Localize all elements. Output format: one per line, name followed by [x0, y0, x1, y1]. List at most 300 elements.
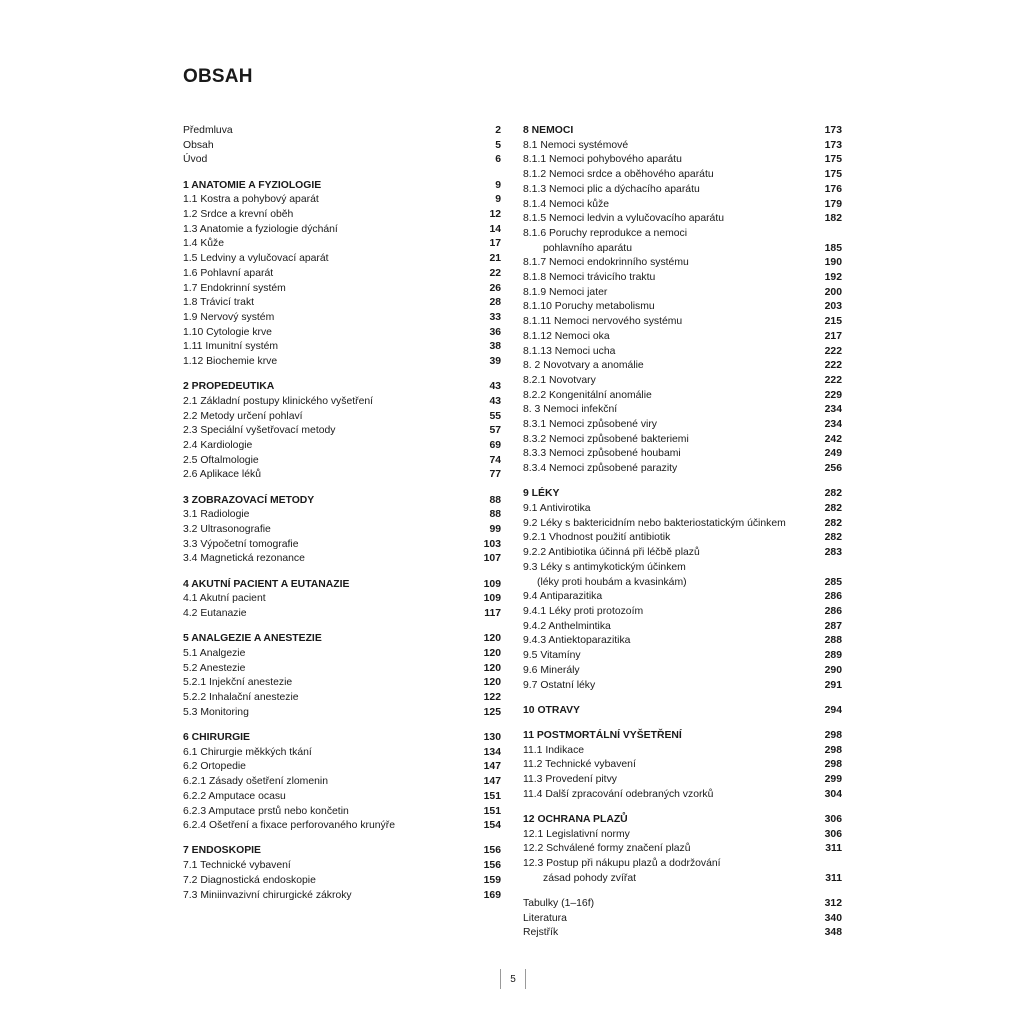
- toc-entry-label: 11.4 Další zpracování odebraných vzorků: [523, 788, 714, 800]
- toc-entry[interactable]: [523, 926, 842, 941]
- toc-entry[interactable]: [183, 691, 501, 706]
- toc-chapter-heading[interactable]: [523, 813, 842, 828]
- toc-entry-page: 217: [824, 330, 842, 342]
- toc-entry-page: 2: [495, 125, 501, 136]
- toc-entry[interactable]: [523, 744, 842, 759]
- toc-entry-label: Tabulky (1–16f): [523, 897, 595, 909]
- toc-entry-page: 289: [824, 650, 842, 662]
- toc-entry-label: 8 NEMOCI: [523, 125, 574, 136]
- toc-entry[interactable]: [523, 300, 842, 315]
- toc-entry-page: 203: [824, 301, 842, 313]
- page-title: OBSAH: [183, 66, 253, 87]
- toc-entry-label: 5.2.2 Inhalační anestezie: [183, 692, 299, 704]
- toc-entry-label: 9.5 Vitamíny: [523, 650, 581, 662]
- toc-entry[interactable]: [523, 198, 842, 213]
- toc-section: [183, 179, 501, 370]
- toc-entry-label: 4.2 Eutanazie: [183, 608, 247, 620]
- toc-entry[interactable]: [523, 374, 842, 389]
- toc-entry[interactable]: [523, 502, 842, 517]
- toc-entry-page: 282: [824, 517, 842, 529]
- toc-entry[interactable]: [183, 282, 501, 297]
- toc-entry[interactable]: [183, 746, 501, 761]
- toc-entry-page: 298: [824, 759, 842, 771]
- toc-entry[interactable]: [183, 760, 501, 775]
- toc-entry-label: 1.6 Pohlavní aparát: [183, 267, 274, 279]
- toc-entry-label: 8.1.3 Nemoci plic a dýchacího aparátu: [523, 183, 700, 195]
- toc-entry[interactable]: [523, 758, 842, 773]
- toc-entry-page: 109: [483, 578, 501, 590]
- toc-entry-label: 9.2 Léky s baktericidním nebo bakteriostatickým účinkem: [523, 517, 786, 529]
- toc-entry-page: 175: [824, 169, 842, 181]
- toc-entry-page: 288: [824, 635, 842, 647]
- toc-entry-page: 117: [484, 608, 501, 620]
- toc-entry[interactable]: [183, 538, 501, 553]
- toc-entry-page: 156: [483, 845, 501, 857]
- toc-entry-page: 176: [824, 183, 842, 195]
- toc-entry-label: Literatura: [523, 912, 567, 924]
- toc-entry-label: 5.3 Monitoring: [183, 706, 249, 718]
- toc-entry-label: 2.6 Aplikace léků: [183, 469, 261, 481]
- toc-entry-page: 88: [489, 494, 501, 506]
- toc-entry-label: 7.2 Diagnostická endoskopie: [183, 874, 316, 886]
- toc-entry-label: 3.2 Ultrasonografie: [183, 524, 271, 536]
- toc-entry-label: 12.1 Legislativní normy: [523, 828, 630, 840]
- toc-entry-page: 99: [489, 524, 501, 536]
- toc-entry[interactable]: [523, 590, 842, 605]
- toc-entry[interactable]: [183, 454, 501, 469]
- toc-entry[interactable]: [183, 592, 501, 607]
- toc-entry-label: Předmluva: [183, 125, 233, 136]
- toc-entry[interactable]: [523, 345, 842, 360]
- toc-entry-page: 173: [824, 139, 842, 151]
- toc-entry-label: 5.1 Analgezie: [183, 648, 246, 659]
- toc-entry[interactable]: [523, 271, 842, 286]
- toc-entry-label: 1.9 Nervový systém: [183, 311, 275, 323]
- toc-entry-page: 57: [489, 425, 501, 437]
- toc-chapter-heading[interactable]: [523, 704, 842, 719]
- toc-entry-page: 154: [483, 820, 501, 832]
- toc-entry[interactable]: [183, 424, 501, 439]
- toc-entry-page: 290: [824, 664, 842, 676]
- toc-section: [183, 844, 501, 903]
- toc-entry-page: 147: [483, 776, 501, 788]
- toc-entry-label: 11.1 Indikace: [523, 744, 585, 756]
- toc-entry[interactable]: [183, 124, 501, 139]
- toc-chapter-heading[interactable]: [183, 844, 501, 859]
- toc-entry-page: 311: [825, 872, 842, 884]
- toc-entry[interactable]: [523, 842, 842, 857]
- toc-entry-page: 55: [489, 410, 501, 422]
- toc-entry[interactable]: [523, 517, 842, 532]
- toc-entry-page: 103: [483, 538, 501, 550]
- toc-entry[interactable]: [523, 418, 842, 433]
- toc-entry-page: 12: [489, 209, 501, 221]
- toc-chapter-heading[interactable]: [183, 578, 501, 593]
- toc-entry[interactable]: [523, 576, 842, 591]
- toc-entry[interactable]: [183, 805, 501, 820]
- toc-entry-page: 282: [824, 503, 842, 515]
- toc-entry-label: 8.1.7 Nemoci endokrinního systému: [523, 257, 689, 269]
- toc-entry-label: 9.2.2 Antibiotika účinná při léčbě plazů: [523, 547, 700, 559]
- toc-entry-label: 8.1 Nemoci systémové: [523, 139, 629, 151]
- toc-chapter-heading[interactable]: [183, 632, 501, 647]
- toc-entry-label: 11.3 Provedení pitvy: [523, 774, 617, 786]
- toc-entry-label: zásad pohody zvířat: [543, 872, 636, 884]
- toc-entry-label: 6.1 Chirurgie měkkých tkání: [183, 746, 312, 758]
- toc-entry-page: 120: [483, 648, 501, 659]
- toc-entry-label: 6 CHIRURGIE: [183, 732, 250, 744]
- toc-entry[interactable]: [183, 326, 501, 341]
- toc-entry[interactable]: [523, 227, 842, 242]
- toc-entry-page: 311: [825, 843, 842, 855]
- toc-entry-label: 8.1.1 Nemoci pohybového aparátu: [523, 154, 682, 166]
- toc-entry-page: 22: [489, 267, 501, 279]
- toc-entry-label: 1.7 Endokrinní systém: [183, 282, 286, 294]
- toc-entry-label: 1.8 Trávicí trakt: [183, 297, 255, 309]
- toc-entry-page: 33: [489, 311, 501, 323]
- toc-entry-label: pohlavního aparátu: [543, 242, 632, 254]
- toc-entry[interactable]: [183, 395, 501, 410]
- toc-entry-label: 8.1.12 Nemoci oka: [523, 330, 610, 342]
- toc-entry-label: 9.3 Léky s antimykotickým účinkem: [523, 561, 686, 573]
- toc-chapter-heading[interactable]: [523, 124, 842, 139]
- toc-entry[interactable]: [523, 330, 842, 345]
- toc-entry-label: 1.3 Anatomie a fyziologie dýchání: [183, 223, 338, 235]
- toc-entry-label: 2.4 Kardiologie: [183, 440, 253, 452]
- toc-entry[interactable]: [183, 153, 501, 168]
- toc-entry[interactable]: [523, 649, 842, 664]
- toc-entry-label: 8. 3 Nemoci infekční: [523, 404, 618, 416]
- toc-entry[interactable]: [183, 237, 501, 252]
- toc-entry-page: 120: [483, 662, 501, 674]
- toc-entry-label: 3 ZOBRAZOVACÍ METODY: [183, 494, 315, 506]
- toc-entry-label: 1.2 Srdce a krevní oběh: [183, 209, 294, 221]
- toc-entry-label: 1.12 Biochemie krve: [183, 356, 278, 368]
- toc-entry[interactable]: [183, 859, 501, 874]
- toc-entry-page: 215: [824, 316, 842, 328]
- toc-entry-page: 222: [824, 360, 842, 372]
- toc-entry-page: 306: [824, 813, 842, 825]
- toc-entry[interactable]: [523, 242, 842, 257]
- toc-entry-label: 6.2.3 Amputace prstů nebo končetin: [183, 805, 349, 817]
- toc-entry-page: 173: [824, 125, 842, 136]
- toc-entry-page: 120: [483, 633, 501, 645]
- page-number: 5: [500, 969, 526, 989]
- toc-entry-page: 249: [824, 448, 842, 460]
- toc-entry[interactable]: [523, 828, 842, 843]
- toc-entry-page: 229: [824, 389, 842, 401]
- toc-section: [523, 487, 842, 693]
- toc-entry-page: 175: [824, 154, 842, 166]
- toc-entry[interactable]: [523, 286, 842, 301]
- toc-entry-label: 3.1 Radiologie: [183, 509, 250, 521]
- toc-entry[interactable]: [523, 897, 842, 912]
- toc-section: [523, 704, 842, 719]
- toc-entry[interactable]: [523, 664, 842, 679]
- toc-entry-page: 74: [489, 454, 501, 466]
- toc-entry[interactable]: [183, 706, 501, 721]
- toc-entry[interactable]: [523, 389, 842, 404]
- toc-entry[interactable]: [183, 647, 501, 662]
- toc-entry[interactable]: [523, 605, 842, 620]
- toc-entry-page: 6: [495, 154, 501, 166]
- toc-entry-label: 1 ANATOMIE A FYZIOLOGIE: [183, 179, 322, 191]
- toc-entry-page: 14: [489, 223, 501, 235]
- toc-entry-page: 9: [495, 179, 501, 191]
- toc-section: [523, 897, 842, 941]
- toc-entry-page: 88: [489, 509, 501, 521]
- toc-entry-page: 122: [483, 692, 501, 704]
- toc-entry-label: Rejstřík: [523, 927, 559, 939]
- toc-entry-page: 234: [824, 419, 842, 431]
- toc-entry-page: 282: [824, 488, 842, 500]
- toc-entry-label: (léky proti houbám a kvasinkám): [537, 576, 687, 588]
- toc-entry[interactable]: [523, 773, 842, 788]
- toc-entry-label: 8.1.9 Nemoci jater: [523, 286, 608, 298]
- toc-entry-label: 2.5 Oftalmologie: [183, 454, 259, 466]
- toc-entry[interactable]: [523, 788, 842, 803]
- toc-entry-page: 17: [489, 238, 501, 250]
- toc-entry-page: 192: [824, 272, 842, 284]
- toc-entry-page: 256: [824, 463, 842, 475]
- toc-entry[interactable]: [183, 790, 501, 805]
- toc-entry-page: 147: [483, 761, 501, 773]
- toc-entry-page: 283: [824, 547, 842, 559]
- toc-entry[interactable]: [183, 410, 501, 425]
- toc-entry[interactable]: [523, 620, 842, 635]
- toc-chapter-heading[interactable]: [183, 494, 501, 509]
- toc-entry-page: 286: [824, 606, 842, 617]
- toc-entry-label: 2.2 Metody určení pohlaví: [183, 410, 303, 422]
- toc-entry-page: 69: [489, 440, 501, 452]
- toc-section: [183, 494, 501, 568]
- toc-entry[interactable]: [183, 874, 501, 889]
- toc-entry-label: 1.4 Kůže: [183, 238, 225, 250]
- toc-entry[interactable]: [523, 403, 842, 418]
- toc-entry[interactable]: [183, 508, 501, 523]
- toc-entry[interactable]: [183, 607, 501, 622]
- toc-entry-label: 8.1.2 Nemoci srdce a oběhového aparátu: [523, 169, 714, 181]
- toc-entry-label: 8.1.6 Poruchy reprodukce a nemoci: [523, 227, 688, 239]
- toc-entry[interactable]: [523, 531, 842, 546]
- toc-entry-page: 28: [489, 297, 501, 309]
- toc-entry-page: 299: [824, 774, 842, 786]
- toc-entry[interactable]: [183, 223, 501, 238]
- toc-entry-page: 125: [483, 706, 501, 718]
- toc-entry-label: 3.3 Výpočetní tomografie: [183, 538, 299, 550]
- toc-entry-page: 286: [824, 591, 842, 603]
- toc-entry[interactable]: [523, 315, 842, 330]
- toc-chapter-heading[interactable]: [183, 380, 501, 395]
- toc-entry[interactable]: [183, 340, 501, 355]
- toc-entry-page: 190: [824, 257, 842, 269]
- toc-entry-label: Obsah: [183, 139, 214, 151]
- toc-entry-label: 8.3.4 Nemoci způsobené parazity: [523, 463, 678, 475]
- toc-entry-page: 304: [824, 788, 842, 800]
- toc-entry[interactable]: [523, 168, 842, 183]
- toc-entry-label: 12.2 Schválené formy značení plazů: [523, 843, 691, 855]
- toc-entry-label: 9.6 Minerály: [523, 664, 580, 676]
- toc-entry-page: 39: [489, 356, 501, 368]
- toc-entry-page: 285: [824, 576, 842, 588]
- toc-entry[interactable]: [523, 153, 842, 168]
- toc-entry-page: 134: [483, 746, 501, 758]
- toc-entry-page: 291: [824, 679, 842, 691]
- toc-entry[interactable]: [523, 872, 842, 887]
- toc-entry[interactable]: [183, 523, 501, 538]
- toc-chapter-heading[interactable]: [523, 729, 842, 744]
- toc-chapter-heading[interactable]: [183, 731, 501, 746]
- toc-entry-page: 294: [824, 704, 842, 716]
- toc-entry-label: 7 ENDOSKOPIE: [183, 845, 261, 857]
- toc-entry[interactable]: [183, 662, 501, 677]
- toc-entry-label: 11.2 Technické vybavení: [523, 759, 636, 771]
- toc-entry-label: 1.5 Ledviny a vylučovací aparát: [183, 253, 329, 265]
- toc-entry-label: 8.3.2 Nemoci způsobené bakteriemi: [523, 433, 689, 445]
- toc-chapter-heading[interactable]: [183, 179, 501, 194]
- toc-entry-label: 9.4.2 Anthelmintika: [523, 620, 611, 632]
- toc-entry-label: 9.4 Antiparazitika: [523, 591, 603, 603]
- toc-entry-page: 130: [483, 732, 501, 744]
- toc-entry-label: Úvod: [183, 154, 208, 166]
- toc-entry[interactable]: [523, 912, 842, 927]
- toc-entry-label: 4.1 Akutní pacient: [183, 593, 266, 605]
- toc-entry-page: 340: [824, 912, 842, 924]
- toc-entry[interactable]: [523, 256, 842, 271]
- toc-entry[interactable]: [183, 468, 501, 483]
- toc-entry-page: 159: [483, 874, 501, 886]
- toc-entry-label: 1.1 Kostra a pohybový aparát: [183, 194, 319, 206]
- toc-entry-page: 282: [824, 532, 842, 544]
- toc-entry-page: 107: [483, 553, 501, 565]
- toc-entry-page: 179: [824, 198, 842, 210]
- toc-entry[interactable]: [183, 311, 501, 326]
- toc-entry-page: 200: [824, 286, 842, 298]
- toc-entry[interactable]: [183, 193, 501, 208]
- toc-entry-label: 7.1 Technické vybavení: [183, 860, 291, 872]
- toc-entry-label: 8.1.8 Nemoci trávicího traktu: [523, 272, 656, 284]
- toc-entry[interactable]: [523, 462, 842, 477]
- toc-entry-page: 306: [824, 828, 842, 840]
- toc-entry[interactable]: [523, 679, 842, 694]
- toc-entry[interactable]: [523, 433, 842, 448]
- toc-entry-label: 8.1.11 Nemoci nervového systému: [523, 316, 683, 328]
- toc-entry[interactable]: [183, 439, 501, 454]
- toc-entry-page: 348: [824, 927, 842, 939]
- toc-entry-label: 9.7 Ostatní léky: [523, 679, 596, 691]
- toc-entry-page: 222: [824, 374, 842, 386]
- toc-entry-page: 169: [483, 889, 501, 901]
- toc-entry[interactable]: [183, 267, 501, 282]
- toc-entry[interactable]: [183, 889, 501, 904]
- toc-entry-label: 6.2.1 Zásady ošetření zlomenin: [183, 776, 328, 788]
- toc-entry[interactable]: [183, 208, 501, 223]
- toc-entry-label: 8.1.13 Nemoci ucha: [523, 345, 616, 357]
- toc-entry-page: 38: [489, 341, 501, 353]
- toc-entry-label: 6.2.4 Ošetření a fixace perforovaného krunýře: [183, 820, 395, 832]
- toc-entry-label: 4 AKUTNÍ PACIENT A EUTANAZIE: [183, 578, 350, 590]
- toc-entry-label: 9.4.3 Antiektoparazitika: [523, 635, 631, 647]
- toc-entry-page: 26: [489, 282, 501, 294]
- toc-chapter-heading[interactable]: [523, 487, 842, 502]
- toc-entry-label: 2 PROPEDEUTIKA: [183, 381, 275, 393]
- toc-entry-label: 2.3 Speciální vyšetřovací metody: [183, 425, 336, 437]
- toc-entry-label: 8.1.4 Nemoci kůže: [523, 198, 610, 210]
- toc-entry[interactable]: [523, 212, 842, 227]
- toc-entry-page: 151: [483, 790, 501, 802]
- toc-entry[interactable]: [523, 857, 842, 872]
- toc-entry-label: 9.4.1 Léky proti protozoím: [523, 606, 644, 617]
- toc-entry-page: 109: [483, 593, 501, 605]
- toc-entry-label: 7.3 Miniinvazivní chirurgické zákroky: [183, 889, 352, 901]
- toc-entry-page: 120: [483, 677, 501, 689]
- toc-entry-label: 6.2.2 Amputace ocasu: [183, 790, 286, 802]
- toc-section: [523, 813, 842, 887]
- toc-entry[interactable]: [183, 676, 501, 691]
- toc-entry-label: 3.4 Magnetická rezonance: [183, 553, 305, 565]
- toc-entry[interactable]: [183, 252, 501, 267]
- toc-entry-page: 77: [489, 469, 501, 481]
- toc-entry[interactable]: [183, 819, 501, 834]
- toc-entry-label: 2.1 Základní postupy klinického vyšetření: [183, 395, 374, 407]
- toc-left-column: [183, 124, 501, 914]
- toc-right-column: [523, 124, 842, 952]
- toc-entry-page: 156: [483, 860, 501, 872]
- toc-section: [183, 578, 501, 622]
- toc-entry-label: 5.2.1 Injekční anestezie: [183, 677, 293, 689]
- toc-entry[interactable]: [523, 634, 842, 649]
- toc-entry-label: 8.2.1 Novotvary: [523, 374, 596, 386]
- toc-entry-label: 8.3.3 Nemoci způsobené houbami: [523, 448, 681, 460]
- toc-entry-page: 36: [489, 326, 501, 338]
- toc-entry-label: 8. 2 Novotvary a anomálie: [523, 360, 644, 372]
- toc-entry-label: 10 OTRAVY: [523, 704, 580, 716]
- toc-entry-page: 287: [824, 620, 842, 632]
- toc-section: [183, 380, 501, 483]
- toc-entry-page: 298: [824, 729, 842, 741]
- toc-entry[interactable]: [183, 296, 501, 311]
- toc-entry-label: 8.1.10 Poruchy metabolismu: [523, 301, 655, 313]
- toc-entry-label: 12.3 Postup při nákupu plazů a dodržování: [523, 858, 721, 870]
- toc-entry[interactable]: [523, 447, 842, 462]
- toc-section: [183, 632, 501, 720]
- toc-section: [523, 729, 842, 803]
- toc-entry[interactable]: [523, 139, 842, 154]
- toc-entry-page: 5: [495, 139, 501, 151]
- toc-entry[interactable]: [183, 552, 501, 567]
- toc-entry-page: 151: [483, 805, 501, 817]
- toc-section: [183, 731, 501, 834]
- toc-entry[interactable]: [183, 355, 501, 370]
- toc-entry-page: 185: [824, 242, 842, 254]
- toc-entry-page: 234: [824, 404, 842, 416]
- toc-entry[interactable]: [523, 359, 842, 374]
- toc-entry[interactable]: [523, 561, 842, 576]
- toc-entry-label: 8.3.1 Nemoci způsobené viry: [523, 419, 657, 431]
- toc-entry[interactable]: [183, 775, 501, 790]
- toc-entry[interactable]: [523, 183, 842, 198]
- toc-entry-label: 8.1.5 Nemoci ledvin a vylučovacího aparátu: [523, 213, 724, 225]
- toc-entry-page: 9: [495, 194, 501, 206]
- toc-entry-page: 43: [489, 395, 501, 407]
- toc-entry-label: 9.2.1 Vhodnost použití antibiotik: [523, 532, 671, 544]
- toc-entry-label: 1.10 Cytologie krve: [183, 326, 272, 338]
- toc-entry-label: 5 ANALGEZIE A ANESTEZIE: [183, 633, 322, 645]
- toc-entry-page: 222: [824, 345, 842, 357]
- toc-entry-label: 9.1 Antivirotika: [523, 503, 591, 515]
- toc-entry[interactable]: [183, 139, 501, 154]
- toc-entry[interactable]: [523, 546, 842, 561]
